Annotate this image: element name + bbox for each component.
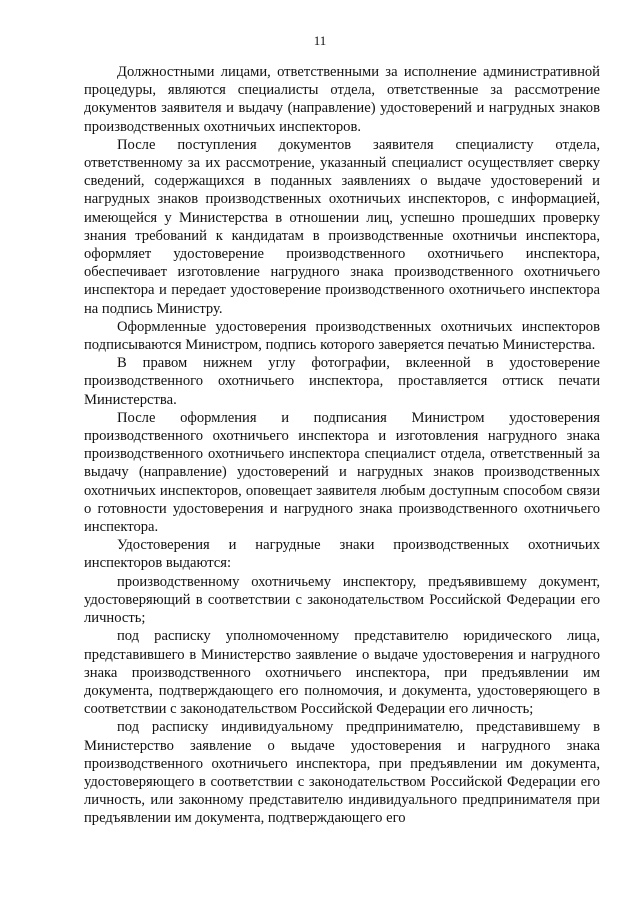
list-item-individual-entrepreneur: под расписку индивидуальному предпринимателю, представившему в Министерство заявление о выдаче удостоверения и нагрудного знака производственного охотничьего инспектора, при предъявлении им документа, удостоверяющего в соответствии с законодательством Российской Федерации его личность, или законному представителю индивидуального предпринимателя при предъявлении им документа, подтверждающего его <box>84 719 600 827</box>
paragraph-signing: Оформленные удостоверения производственных охотничьих инспекторов подписываются Министром, подпись которого заверяется печатью Министерства. <box>84 318 600 354</box>
list-item-inspector: производственному охотничьему инспектору, предъявившему документ, удостоверяющий в соответствии с законодательством Российской Федерации его личность; <box>84 573 600 627</box>
paragraph-issuance-intro: Удостоверения и нагрудные знаки производственных охотничьих инспекторов выдаются: <box>84 537 600 572</box>
list-item-legal-entity-representative: под расписку уполномоченному представителю юридического лица, представившего в Министерство заявление о выдаче удостоверения и нагрудного знака производственного охотничьего инспектора, при предъявлении им документа, подтверждающего его полномочия, и документа, удостоверяющего в соответствии с законодательством Российской Федерации его личность; <box>84 628 600 718</box>
paragraph-photo-stamp: В правом нижнем углу фотографии, вклеенной в удостоверение производственного охотничьего инспектора, проставляется оттиск печати Министерства. <box>84 355 600 408</box>
paragraph-document-verification: После поступления документов заявителя специалисту отдела, ответственному за их рассмотрение, указанный специалист осуществляет сверку сведений, содержащихся в поданных заявлениях о выдаче удостоверений и нагрудных знаков производственных охотничьих инспекторов, с информацией, имеющейся у Министерства в отношении лиц, успешно прошедших проверку знания требований к кандидатам в производственные охотничьи инспектора, оформляет удостоверение производственного охотничьего инспектора, обеспечивает изготовление нагрудного знака производственного охотничьего инспектора и передает удостоверение производственного охотничьего инспектора на подпись Министру. <box>84 136 600 317</box>
paragraph-responsible-officials: Должностными лицами, ответственными за исполнение административной процедуры, являются специалисты отдела, ответственные за рассмотрение документов заявителя и выдачу (направление) удостоверений и нагрудных знаков производственных охотничьих инспекторов. <box>84 64 600 135</box>
document-body <box>84 63 600 828</box>
paragraph-applicant-notification: После оформления и подписания Министром удостоверения производственного охотничьего инспектора и изготовления нагрудного знака производственного охотничьего инспектора специалист отдела, ответственный за выдачу (направление) удостоверений и нагрудных знаков производственных охотничьих инспекторов, оповещает заявителя любым доступным способом связи о готовности удостоверения и нагрудного знака производственного охотничьего инспектора. <box>84 409 600 536</box>
page-number: 11 <box>313 33 327 48</box>
